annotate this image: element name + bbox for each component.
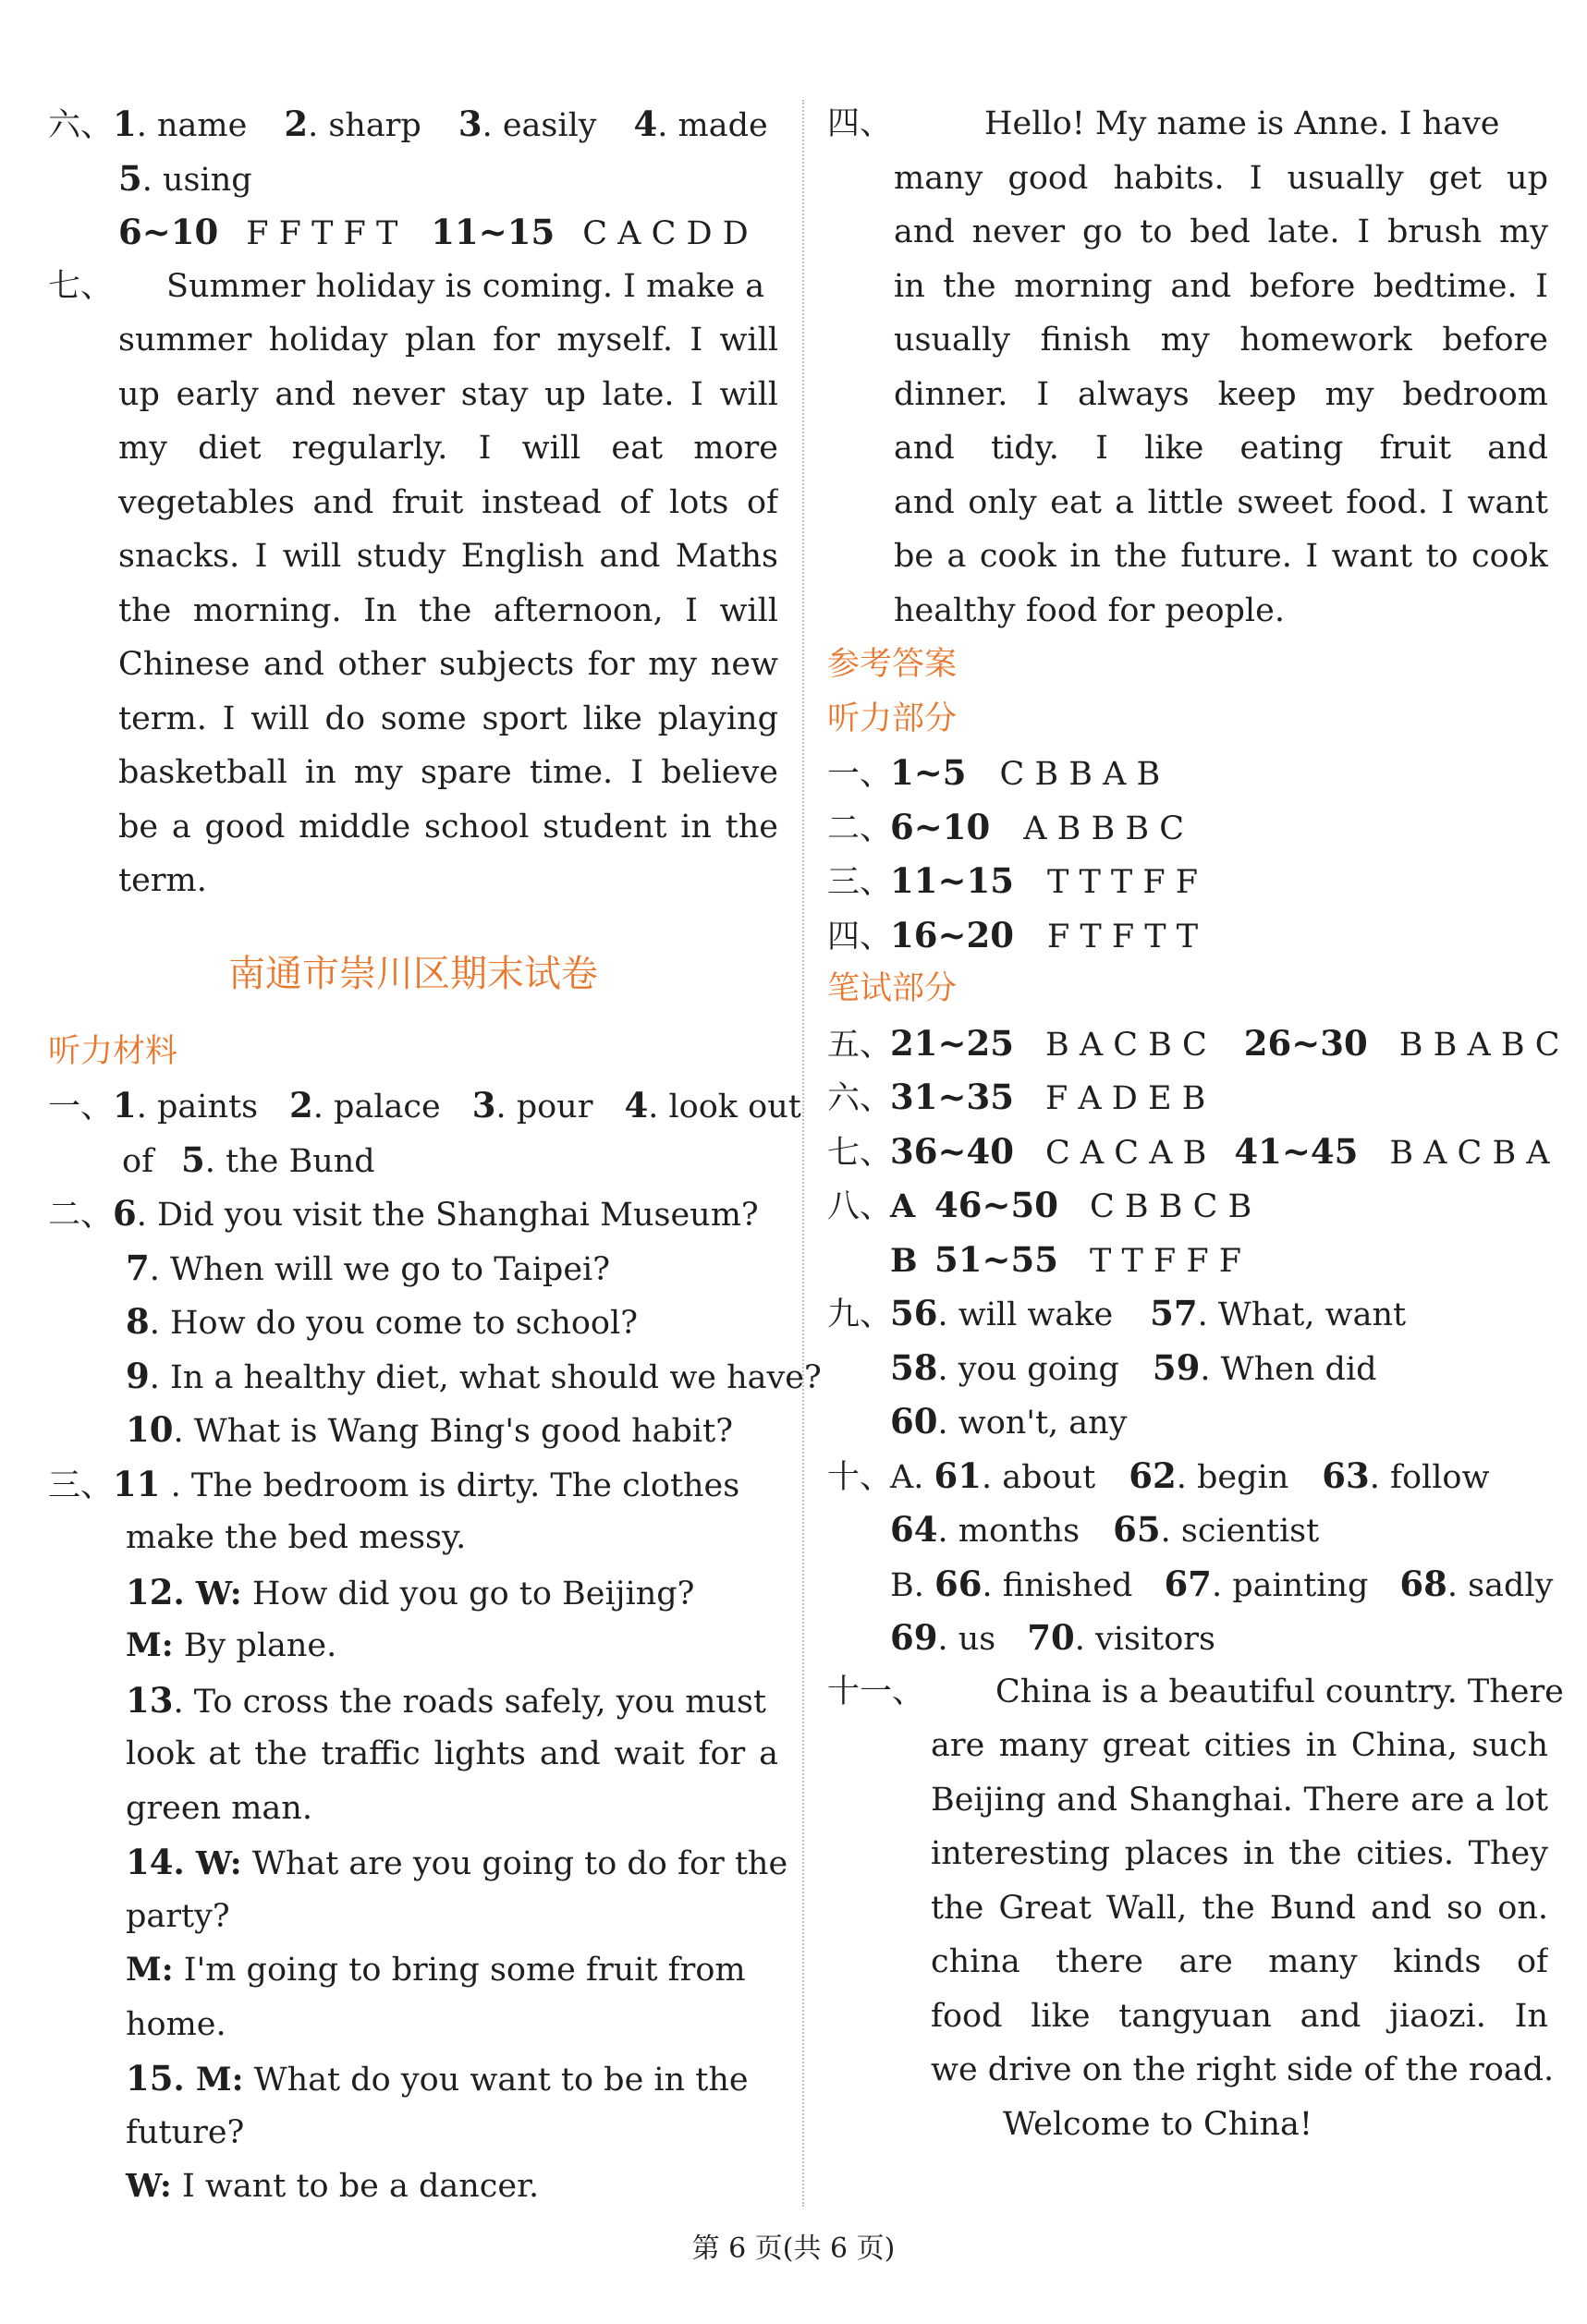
part-label: A <box>890 1187 916 1225</box>
part-label: A. <box>890 1458 934 1496</box>
item-number: 3 <box>458 103 482 144</box>
item-number: 69 <box>890 1617 938 1658</box>
transcript-line <box>48 1943 778 1998</box>
item-range: 51~55 <box>934 1238 1058 1280</box>
item-number: 58 <box>890 1346 938 1388</box>
item-number: 1 <box>113 103 137 144</box>
answer-text: T T T F F <box>1046 864 1199 901</box>
answer-line <box>827 1233 1548 1287</box>
answer-text: . sadly <box>1447 1566 1554 1604</box>
essay-closing: Welcome to China! <box>1003 2105 1312 2143</box>
essay-line: my diet regularly. I will eat more <box>118 430 778 467</box>
answer-line <box>827 1503 1548 1557</box>
speaker-label: M: <box>126 1626 174 1664</box>
answer-line <box>827 1178 1548 1233</box>
transcript-line: future? <box>126 2113 245 2151</box>
essay-line <box>827 1665 1564 1720</box>
answer-line <box>827 908 1548 963</box>
transcript-line: look at the traffic lights and wait for a <box>126 1735 778 1772</box>
essay-line: usually finish my homework before <box>894 322 1548 359</box>
section-marker: 一、 <box>48 1089 114 1125</box>
item-number: 4 <box>633 103 658 144</box>
essay-line: are many great cities in China, such <box>931 1727 1548 1764</box>
answer-text: C B B C B <box>1089 1188 1252 1225</box>
answer-line <box>827 1557 1554 1612</box>
essay-line: interesting places in the cities. They <box>931 1835 1548 1872</box>
answer-text: . us <box>937 1621 996 1658</box>
question-line <box>48 1349 822 1404</box>
answer-text: A B B B C <box>1023 809 1184 847</box>
transcript-text: I want to be a dancer. <box>171 2168 540 2205</box>
answer-text: . won't, any <box>937 1405 1128 1442</box>
item-number: 59 <box>1152 1346 1201 1388</box>
item-number: 61 <box>934 1454 983 1496</box>
transcript-text: How did you go to Beijing? <box>241 1575 695 1612</box>
answer-line <box>48 1133 778 1187</box>
question-text: . How do you come to school? <box>149 1305 638 1342</box>
answer-text: . paints <box>136 1089 259 1125</box>
item-number: 2 <box>289 1085 313 1125</box>
speaker-label: . W: <box>173 1574 242 1612</box>
item-range: 26~30 <box>1243 1022 1368 1064</box>
item-number: 4 <box>624 1085 649 1125</box>
answer-text: . you going <box>937 1350 1119 1388</box>
item-number: 3 <box>471 1085 496 1125</box>
answer-line <box>827 1070 1548 1125</box>
question-line <box>48 1186 778 1241</box>
answer-line <box>827 800 1548 855</box>
answer-text: . sharp <box>308 107 421 144</box>
answer-text: . easily <box>482 107 597 144</box>
speaker-label: M: <box>126 1951 174 1989</box>
transcript-line: green man. <box>126 1789 312 1827</box>
answer-text: of <box>122 1142 154 1180</box>
essay-line: basketball in my spare time. I believe <box>118 754 778 791</box>
essay-line: snacks. I will study English and Maths <box>118 538 778 575</box>
section-heading: 参考答案 <box>827 646 958 683</box>
left-column <box>48 97 822 2214</box>
section-marker: 四、 <box>827 918 893 955</box>
essay-line: we drive on the right side of the road. <box>931 2051 1555 2088</box>
section-heading: 笔试部分 <box>827 970 958 1007</box>
answer-text: . visitors <box>1074 1621 1215 1658</box>
item-number: 6 <box>113 1193 137 1234</box>
answer-text: . What, want <box>1197 1296 1407 1333</box>
item-number: 8 <box>126 1301 150 1342</box>
item-number: 5 <box>181 1138 205 1180</box>
question-text: . In a healthy diet, what should we have? <box>149 1358 822 1396</box>
item-range: 41~45 <box>1234 1130 1359 1172</box>
item-number: 65 <box>1113 1509 1161 1550</box>
item-number: 5 <box>118 157 142 199</box>
essay-line: food like tangyuan and jiaozi. In <box>931 1997 1548 2035</box>
transcript-line <box>48 1835 788 1890</box>
essay-line: china there are many kinds of <box>931 1943 1548 1980</box>
item-number: 11 <box>113 1463 161 1504</box>
essay-text: China is a beautiful country. There <box>995 1673 1564 1710</box>
section-marker: 十、 <box>827 1458 893 1496</box>
transcript-line <box>48 1457 778 1512</box>
answer-text: . scientist <box>1160 1513 1320 1550</box>
answer-text: B A C B C <box>1044 1026 1207 1064</box>
page-footer: 第 6 页(共 6 页) <box>691 2233 896 2265</box>
essay-text: Hello! My name is Anne. I have <box>984 105 1500 142</box>
answer-text: . palace <box>312 1089 441 1125</box>
item-range: 31~35 <box>890 1077 1014 1117</box>
essay-line: be a cook in the future. I want to cook <box>894 538 1548 575</box>
essay-line: the morning. In the afternoon, I will <box>118 591 778 629</box>
transcript-line <box>48 1673 778 1728</box>
section-marker: 一、 <box>827 756 893 793</box>
answer-text: . name <box>136 107 248 144</box>
section-heading: 听力材料 <box>48 1032 178 1070</box>
answer-text: T T F F F <box>1089 1242 1242 1280</box>
answer-text: B B A B C <box>1398 1026 1560 1064</box>
item-number: 14 <box>126 1842 174 1882</box>
answer-line <box>827 1449 1548 1503</box>
essay-line: in the morning and before bedtime. I <box>894 267 1548 305</box>
section-marker: 六、 <box>827 1080 893 1117</box>
question-text: . Did you visit the Shanghai Museum? <box>136 1197 759 1234</box>
essay-line: and only eat a little sweet food. I want <box>894 483 1548 521</box>
essay-line: be a good middle school student in the <box>118 808 778 846</box>
essay-line: and never go to bed late. I brush my <box>894 213 1548 250</box>
item-number: 15 <box>126 2058 174 2099</box>
transcript-line <box>48 1565 778 1620</box>
answer-line <box>827 1341 1548 1395</box>
answer-line <box>48 97 778 152</box>
item-number: 68 <box>1399 1563 1447 1604</box>
essay-line <box>827 97 1548 152</box>
item-number: 62 <box>1129 1454 1177 1496</box>
answer-text: . using <box>141 161 252 199</box>
question-line <box>48 1403 778 1457</box>
section-marker: 二、 <box>827 809 893 847</box>
section-heading: 听力部分 <box>827 700 958 737</box>
section-marker: 六、 <box>48 107 114 144</box>
answer-text: B A C B A <box>1389 1134 1550 1172</box>
item-number: 9 <box>126 1355 150 1396</box>
answer-text: C A C A B <box>1044 1134 1207 1172</box>
essay-line: many good habits. I usually get up <box>894 159 1548 197</box>
essay-line: the Great Wall, the Bund and so on. <box>931 1889 1548 1927</box>
part-label: B. <box>890 1566 934 1604</box>
item-number: 1 <box>113 1085 137 1125</box>
answer-text: . follow <box>1369 1458 1490 1496</box>
part-label: B <box>890 1241 918 1280</box>
section-marker: 八、 <box>827 1188 893 1225</box>
section-marker: 二、 <box>48 1197 114 1234</box>
item-range: 21~25 <box>890 1022 1014 1064</box>
answer-text: F A D E B <box>1044 1080 1206 1117</box>
transcript-text: What are you going to do for the <box>241 1845 788 1882</box>
answer-line <box>827 1125 1548 1179</box>
answer-text: . will wake <box>937 1296 1114 1333</box>
transcript-line: make the bed messy. <box>126 1519 467 1556</box>
answer-text: . begin <box>1176 1458 1289 1496</box>
essay-line: summer holiday plan for myself. I will <box>118 322 778 359</box>
answer-text: F T F T T <box>1046 918 1199 955</box>
answer-line <box>827 1611 1548 1665</box>
section-marker: 七、 <box>827 1134 893 1172</box>
essay-line: term. I will do some sport like playing <box>118 700 778 737</box>
essay-line: vegetables and fruit instead of lots of <box>118 483 778 521</box>
transcript-text: . To cross the roads safely, you must <box>173 1683 766 1721</box>
answer-line <box>48 1078 801 1133</box>
item-range: 11~15 <box>431 212 555 252</box>
item-number: 70 <box>1027 1617 1075 1658</box>
answer-line <box>48 205 778 260</box>
transcript-line: party? <box>126 1897 230 1935</box>
answer-text: C A C D D <box>582 215 749 252</box>
item-number: 63 <box>1322 1454 1370 1496</box>
essay-line: term. <box>118 862 207 899</box>
section-marker: 四、 <box>827 105 893 142</box>
transcript-text: I'm going to bring some fruit from <box>173 1952 746 1989</box>
transcript-text: By plane. <box>173 1627 337 1664</box>
item-range: 1~5 <box>890 752 967 793</box>
section-marker: 七、 <box>48 267 114 305</box>
answer-line <box>827 1286 1548 1341</box>
transcript-line <box>48 2051 778 2106</box>
question-text: . When will we go to Taipei? <box>149 1250 610 1288</box>
item-number: 64 <box>890 1509 938 1550</box>
item-number: 12 <box>126 1571 174 1612</box>
answer-line <box>827 746 1548 800</box>
item-number: 60 <box>890 1401 938 1442</box>
essay-line: Chinese and other subjects for my new <box>118 646 778 683</box>
essay-line: Beijing and Shanghai. There are a lot <box>931 1781 1548 1819</box>
section-marker: 三、 <box>827 864 893 901</box>
transcript-line <box>48 2160 778 2214</box>
speaker-label: . W: <box>173 1844 242 1882</box>
answer-line <box>827 1016 1560 1071</box>
right-column <box>827 97 1564 2151</box>
speaker-label: . M: <box>173 2061 244 2099</box>
question-line <box>48 1241 778 1296</box>
answer-text: F F T F T <box>246 215 398 252</box>
answer-line <box>48 152 778 206</box>
essay-line: dinner. I always keep my bedroom <box>894 375 1548 413</box>
item-number: 56 <box>890 1293 938 1333</box>
answer-text: . about <box>982 1458 1096 1496</box>
transcript-line: home. <box>126 2005 226 2043</box>
section-marker: 五、 <box>827 1026 893 1064</box>
transcript-text: What do you want to be in the <box>243 2062 749 2099</box>
question-line <box>48 1295 778 1349</box>
item-range: 16~20 <box>890 914 1014 955</box>
answer-text: . pour <box>495 1089 593 1125</box>
item-range: 36~40 <box>890 1130 1014 1172</box>
essay-line: up early and never stay up late. I will <box>118 375 778 413</box>
section-marker: 九、 <box>827 1296 893 1333</box>
speaker-label: W: <box>126 2167 172 2205</box>
section-marker: 三、 <box>48 1466 114 1504</box>
item-number: 7 <box>126 1247 150 1288</box>
column-divider <box>802 100 804 2207</box>
answer-text: . When did <box>1200 1350 1377 1388</box>
item-number: 66 <box>934 1563 983 1604</box>
answer-text: . look out <box>648 1089 801 1125</box>
answer-text: . the Bund <box>204 1142 375 1180</box>
essay-line: and tidy. I like eating fruit and <box>894 430 1548 467</box>
item-number: 10 <box>126 1409 174 1450</box>
exam-title: 南通市崇川区期末试卷 <box>228 952 598 995</box>
item-range: 6~10 <box>118 212 219 252</box>
item-number: 13 <box>126 1679 174 1721</box>
item-number: 2 <box>284 103 309 144</box>
answer-text: . months <box>937 1513 1080 1550</box>
answer-text: . painting <box>1211 1566 1369 1604</box>
item-range: 46~50 <box>934 1185 1058 1225</box>
question-text: . What is Wang Bing's good habit? <box>173 1413 733 1450</box>
item-range: 6~10 <box>890 806 991 847</box>
item-range: 11~15 <box>890 860 1014 901</box>
answer-line <box>827 854 1548 908</box>
transcript-text: . The bedroom is dirty. The clothes <box>160 1466 740 1504</box>
item-number: 67 <box>1164 1563 1212 1604</box>
transcript-line <box>48 1619 778 1673</box>
section-marker: 十一、 <box>827 1673 925 1710</box>
essay-line <box>48 260 778 314</box>
answer-text: C B B A B <box>999 756 1161 793</box>
item-number: 57 <box>1150 1293 1198 1333</box>
essay-text: Summer holiday is coming. I make a <box>166 267 765 305</box>
essay-line: healthy food for people. <box>894 591 1285 629</box>
answer-line <box>827 1394 1548 1449</box>
answer-text: . made <box>657 107 768 144</box>
answer-text: . finished <box>982 1566 1133 1604</box>
